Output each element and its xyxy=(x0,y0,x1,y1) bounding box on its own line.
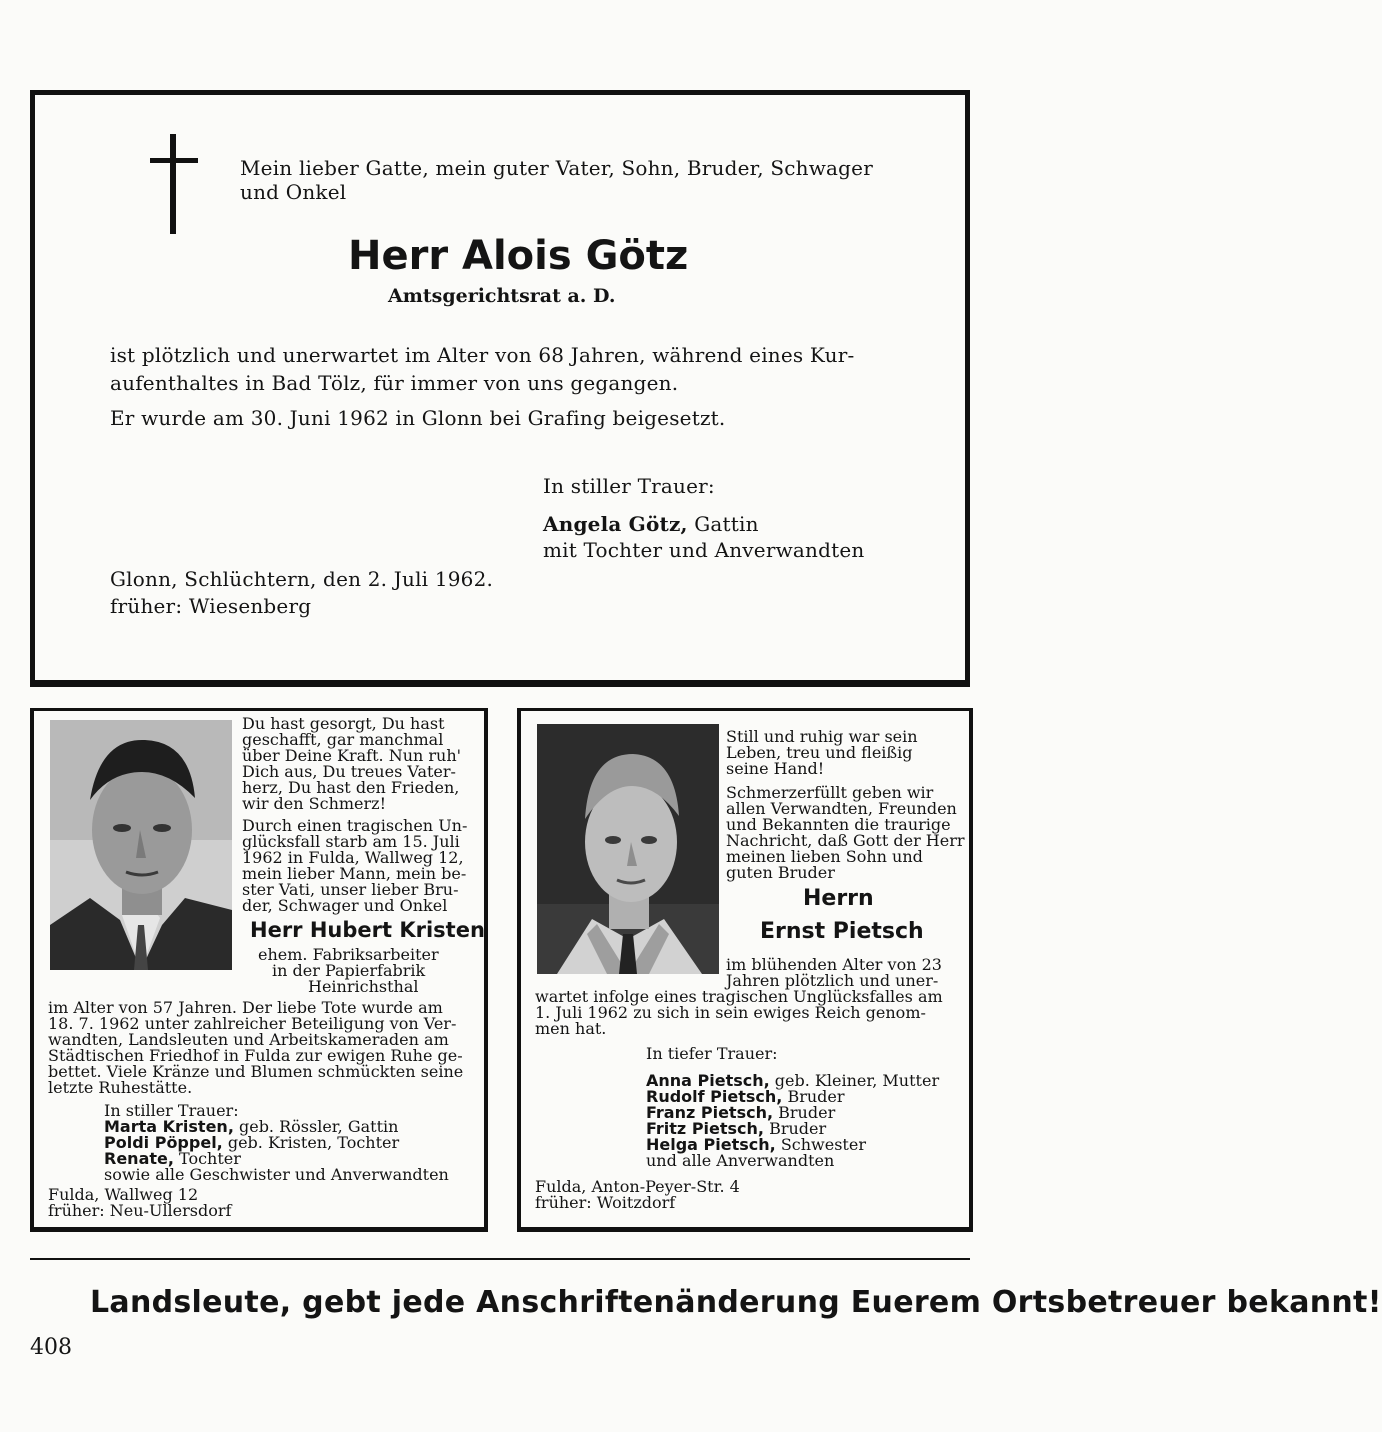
body-line: 18. 7. 1962 unter zahlreicher Beteiligung von Ver- xyxy=(48,1014,457,1033)
mourner-relation: Tochter xyxy=(173,1149,241,1168)
address-line: Fulda, Wallweg 12 xyxy=(48,1185,199,1204)
formerly-line: früher: Neu-Ullersdorf xyxy=(48,1201,232,1220)
occupation-line: Heinrichsthal xyxy=(308,977,419,996)
body-line: 1. Juli 1962 zu sich in sein ewiges Reich genom- xyxy=(535,1003,926,1022)
intro-line: ster Vati, unser lieber Bru- xyxy=(242,880,459,899)
closing-line: sowie alle Geschwister und Anverwandten xyxy=(104,1165,449,1184)
mourner-relation: Bruder xyxy=(782,1087,845,1106)
body-line: Jahren plötzlich und uner- xyxy=(726,971,939,990)
verse-line: seine Hand! xyxy=(726,759,825,778)
mourning-label: In tiefer Trauer: xyxy=(646,1044,778,1063)
mourner-line-2: mit Tochter und Anverwandten xyxy=(543,538,865,562)
intro-line: guten Bruder xyxy=(726,863,835,882)
mourner xyxy=(543,512,759,537)
body-line: Städtischen Friedhof in Fulda zur ewigen Ruhe ge- xyxy=(48,1046,463,1065)
mourner-relation: Bruder xyxy=(773,1103,836,1122)
body-line: bettet. Viele Kränze und Blumen schmückten seine xyxy=(48,1062,464,1081)
mourner-relation: Schwester xyxy=(775,1135,866,1154)
occupation-line: ehem. Fabriksarbeiter xyxy=(258,945,439,964)
verse-line: Still und ruhig war sein xyxy=(726,727,918,746)
cross-icon xyxy=(170,134,176,234)
mourner-relation: geb. Kristen, Tochter xyxy=(222,1133,400,1152)
body-line: im blühenden Alter von 23 xyxy=(726,955,942,974)
mourner-relation: Bruder xyxy=(764,1119,827,1138)
intro-line: und Bekannten die traurige xyxy=(726,815,951,834)
body-line-1: ist plötzlich und unerwartet im Alter von 68 Jahren, während eines Kur- xyxy=(110,343,855,367)
verse-line: Dich aus, Du treues Vater- xyxy=(242,762,456,781)
body-line-2: aufenthaltes in Bad Tölz, für immer von uns gegangen. xyxy=(110,371,679,395)
verse-line: herz, Du hast den Frieden, xyxy=(242,778,460,797)
intro-line: Durch einen tragischen Un- xyxy=(242,816,468,835)
mourner-name: Poldi Pöppel, xyxy=(104,1133,223,1152)
intro-line: der, Schwager und Onkel xyxy=(242,896,448,915)
address-line: Fulda, Anton-Peyer-Str. 4 xyxy=(535,1177,740,1196)
body-line: letzte Ruhestätte. xyxy=(48,1078,193,1097)
deceased-name: Ernst Pietsch xyxy=(760,919,924,944)
verse-line: Du hast gesorgt, Du hast xyxy=(242,714,445,733)
portrait-photo-kristen xyxy=(50,720,232,970)
portrait-photo-pietsch xyxy=(537,724,719,974)
mourner-relation: geb. Kleiner, Mutter xyxy=(769,1071,940,1090)
divider xyxy=(30,682,970,684)
intro-line: 1962 in Fulda, Wallweg 12, xyxy=(242,848,464,867)
intro-line: Nachricht, daß Gott der Herr xyxy=(726,831,965,850)
intro-line-1: Mein lieber Gatte, mein guter Vater, Sohn, Bruder, Schwager xyxy=(240,156,873,180)
place-date: Glonn, Schlüchtern, den 2. Juli 1962. xyxy=(110,567,494,591)
intro-line: allen Verwandten, Freunden xyxy=(726,799,957,818)
intro-line: meinen lieben Sohn und xyxy=(726,847,923,866)
body-line: wartet infolge eines tragischen Unglücksfalles am xyxy=(535,987,943,1006)
mourner-name: Angela Götz, xyxy=(543,512,688,536)
intro-line: mein lieber Mann, mein be- xyxy=(242,864,467,883)
footer-slogan: Landsleute, gebt jede Anschriftenänderung Euerem Ortsbetreuer bekannt! xyxy=(90,1285,1382,1320)
footer-divider xyxy=(30,1258,970,1260)
deceased-salutation: Herrn xyxy=(803,886,874,911)
mourning-label: In stiller Trauer: xyxy=(104,1101,239,1120)
page-number: 408 xyxy=(30,1335,72,1360)
mourning-label: In stiller Trauer: xyxy=(543,474,715,498)
mourner-name: Helga Pietsch, xyxy=(646,1135,776,1154)
mourner-name: Anna Pietsch, xyxy=(646,1071,770,1090)
cross-icon-bar xyxy=(150,158,198,163)
deceased-name: Herr Hubert Kristen xyxy=(250,918,485,942)
body-line: men hat. xyxy=(535,1019,607,1038)
occupation-line: in der Papierfabrik xyxy=(272,961,426,980)
body-line: wandten, Landsleuten und Arbeitskameraden am xyxy=(48,1030,449,1049)
verse-line: geschafft, gar manchmal xyxy=(242,730,444,749)
mourner-name: Franz Pietsch, xyxy=(646,1103,774,1122)
formerly-line: früher: Woitzdorf xyxy=(535,1193,676,1212)
mourner-name: Renate, xyxy=(104,1149,174,1168)
mourner-relation: geb. Rössler, Gattin xyxy=(233,1117,399,1136)
mourner-role: Gattin xyxy=(687,512,759,536)
burial-line: Er wurde am 30. Juni 1962 in Glonn bei Grafing beigesetzt. xyxy=(110,406,726,430)
intro-line: glücksfall starb am 15. Juli xyxy=(242,832,460,851)
formerly-line: früher: Wiesenberg xyxy=(110,594,312,618)
intro-line: Schmerzerfüllt geben wir xyxy=(726,783,934,802)
verse-line: über Deine Kraft. Nun ruh' xyxy=(242,746,462,765)
verse-line: Leben, treu und fleißig xyxy=(726,743,913,762)
verse-line: wir den Schmerz! xyxy=(242,794,387,813)
body-line: im Alter von 57 Jahren. Der liebe Tote wurde am xyxy=(48,998,443,1017)
mourner-name: Fritz Pietsch, xyxy=(646,1119,764,1138)
mourner-name: Marta Kristen, xyxy=(104,1117,234,1136)
mourner-name: Rudolf Pietsch, xyxy=(646,1087,783,1106)
deceased-name: Herr Alois Götz xyxy=(348,233,689,279)
closing-line: und alle Anverwandten xyxy=(646,1151,835,1170)
deceased-title: Amtsgerichtsrat a. D. xyxy=(388,285,616,307)
intro-line-2: und Onkel xyxy=(240,180,347,204)
